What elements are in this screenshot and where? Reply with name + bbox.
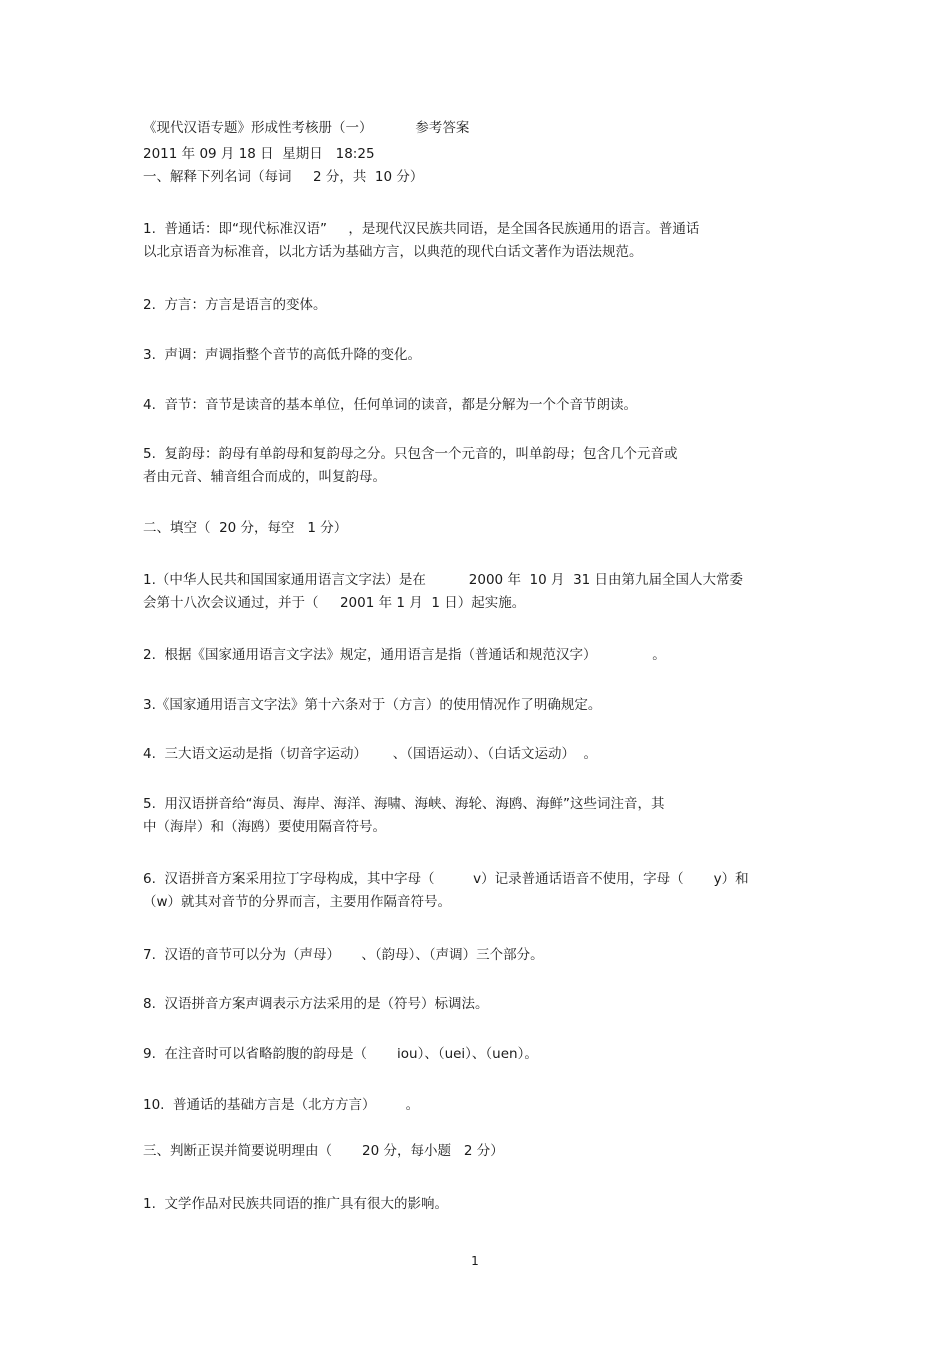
text-line: 5. 用汉语拼音给“海员、海岸、海洋、海啸、海峡、海轮、海鸥、海鲜”这些词注音，其 <box>143 796 665 812</box>
text-line: 5. 复韵母：韵母有单韵母和复韵母之分。只包含一个元音的，叫单韵母；包含几个元音或 <box>143 446 678 462</box>
text-line: 7. 汉语的音节可以分为（声母） 、（韵母）、（声调）三个部分。 <box>143 947 544 963</box>
text-line: 4. 音节：音节是读音的基本单位，任何单词的读音，都是分解为一个个音节朗读。 <box>143 397 637 413</box>
text-line: 2. 根据《国家通用语言文字法》规定，通用语言是指（普通话和规范汉字） 。 <box>143 647 666 663</box>
text-line: 会第十八次会议通过，并于（ 2001 年 1 月 1 日）起实施。 <box>143 595 526 611</box>
document-title: 《现代汉语专题》形成性考核册（一） 参考答案 <box>143 120 470 136</box>
section-heading-1: 一、解释下列名词（每词 2 分，共 10 分） <box>143 169 424 185</box>
text-line: 10. 普通话的基础方言是（北方方言） 。 <box>143 1097 420 1113</box>
text-line: 4. 三大语文运动是指（切音字运动） 、（国语运动）、（白话文运动） 。 <box>143 746 598 762</box>
section-heading-3: 三、判断正误并简要说明理由（ 20 分，每小题 2 分） <box>143 1143 504 1159</box>
text-line: 8. 汉语拼音方案声调表示方法采用的是（符号）标调法。 <box>143 996 489 1012</box>
text-line: 中（海岸）和（海鸥）要使用隔音符号。 <box>143 819 386 835</box>
text-line: 1.（中华人民共和国国家通用语言文字法）是在 2000 年 10 月 31 日由第九届全国人大常委 <box>143 572 744 588</box>
text-line: 9. 在注音时可以省略韵腹的韵母是（ iou）、（uei）、（uen）。 <box>143 1046 538 1062</box>
page-number: 1 <box>471 1254 479 1268</box>
text-line: （w）就其对音节的分界而言，主要用作隔音符号。 <box>143 894 452 910</box>
text-line: 1. 文学作品对民族共同语的推广具有很大的影响。 <box>143 1196 448 1212</box>
text-line: 以北京语音为标准音，以北方话为基础方言，以典范的现代白话文著作为语法规范。 <box>143 244 643 260</box>
text-line: 1. 普通话：即“现代标准汉语” ，是现代汉民族共同语，是全国各民族通用的语言。普通话 <box>143 221 700 237</box>
text-line: 3. 声调：声调指整个音节的高低升降的变化。 <box>143 347 421 363</box>
text-line: 6. 汉语拼音方案采用拉丁字母构成，其中字母（ v）记录普通话语音不使用，字母（ y）和 <box>143 871 749 887</box>
text-line: 者由元音、辅音组合而成的，叫复韵母。 <box>143 469 386 485</box>
section-heading-2: 二、填空（ 20 分，每空 1 分） <box>143 520 348 536</box>
text-line: 2. 方言：方言是语言的变体。 <box>143 297 327 313</box>
text-line: 3.《国家通用语言文字法》第十六条对于（方言）的使用情况作了明确规定。 <box>143 697 602 713</box>
document-datetime: 2011 年 09 月 18 日 星期日 18:25 <box>143 146 375 162</box>
